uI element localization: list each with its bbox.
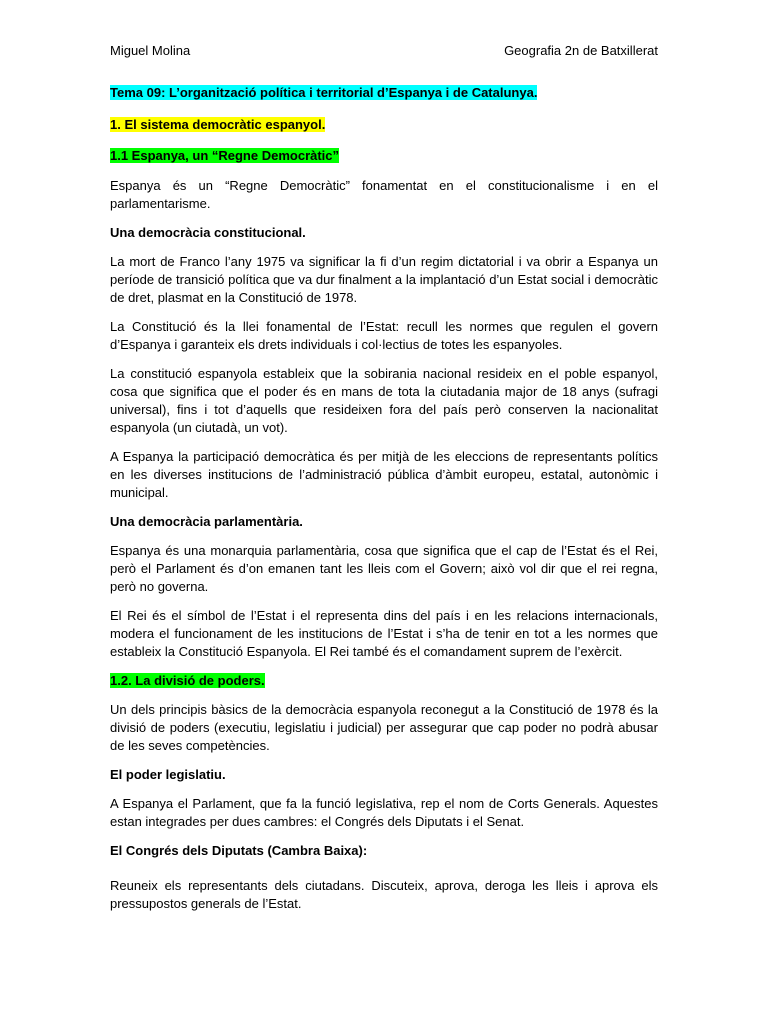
course-name: Geografia 2n de Batxillerat bbox=[504, 43, 658, 58]
paragraph: La constitució espanyola estableix que la sobirania nacional resideix en el poble espanyol, cosa que significa que el poder és en mans de tota la ciutadania major de 18 anys (sufragi universal), fins i tot d’aquells que resideixen fora del país però conserven la nacionalitat espanyola (un ciutadà, un vot). bbox=[110, 366, 658, 435]
subheading: El Congrés dels Diputats (Cambra Baixa): bbox=[110, 843, 368, 858]
paragraph: Espanya és una monarquia parlamentària, cosa que significa que el cap de l’Estat és el Rei, però el Parlament és d’on emanen tant les lleis com el Govern; això vol dir que el rei regna, però no governa. bbox=[110, 543, 658, 594]
paragraph: La mort de Franco l’any 1975 va significar la fi d’un regim dictatorial i va obrir a Espanya un període de transició política que va dur finalment a la implantació d’un Estat social i democràtic de dret, plasmat en la Constitució de 1978. bbox=[110, 254, 658, 305]
document-body bbox=[110, 84, 658, 924]
paragraph: Reuneix els representants dels ciutadans. Discuteix, aprova, deroga les lleis i aprova els pressupostos generals de l’Estat. bbox=[110, 878, 658, 911]
paragraph: Un dels principis bàsics de la democràcia espanyola reconegut a la Constitució de 1978 és la divisió de poders (executiu, legislatiu i judicial) per assegurar que cap poder no podrà abusar de les seves competències. bbox=[110, 702, 658, 753]
author-name: Miguel Molina bbox=[110, 43, 191, 58]
paragraph: Espanya és un “Regne Democràtic” fonamentat en el constitucionalisme i en el parlamentarisme. bbox=[110, 178, 658, 211]
subsection-heading: 1.2. La divisió de poders. bbox=[110, 673, 265, 688]
subheading: Una democràcia constitucional. bbox=[110, 225, 306, 240]
subheading: El poder legislatiu. bbox=[110, 767, 226, 782]
paragraph: La Constitució és la llei fonamental de l’Estat: recull les normes que regulen el govern d’Espanya i garanteix els drets individuals i col·lectius de totes les espanyoles. bbox=[110, 319, 658, 352]
paragraph: A Espanya el Parlament, que fa la funció legislativa, rep el nom de Corts Generals. Aquestes estan integrades per dues cambres: el Congrés dels Diputats i el Senat. bbox=[110, 796, 658, 829]
subsection-heading: 1.1 Espanya, un “Regne Democràtic” bbox=[110, 148, 340, 163]
paragraph: El Rei és el símbol de l’Estat i el representa dins del país i en les relacions internacionals, modera el funcionament de les institucions de l’Estat i s’ha de tenir en tot a les normes que estableix la Constitució Espanyola. El Rei també és el comandament suprem de l’exèrcit. bbox=[110, 608, 658, 659]
paragraph: A Espanya la participació democràtica és per mitjà de les eleccions de representants polítics en les diverses institucions de l’administració pública d’àmbit europeu, estatal, autonòmic i municipal. bbox=[110, 449, 658, 500]
page-header bbox=[110, 42, 658, 60]
section-heading: 1. El sistema democràtic espanyol. bbox=[110, 117, 326, 132]
subheading: Una democràcia parlamentària. bbox=[110, 514, 303, 529]
document-title: Tema 09: L’organització política i territorial d’Espanya i de Catalunya. bbox=[110, 85, 538, 100]
